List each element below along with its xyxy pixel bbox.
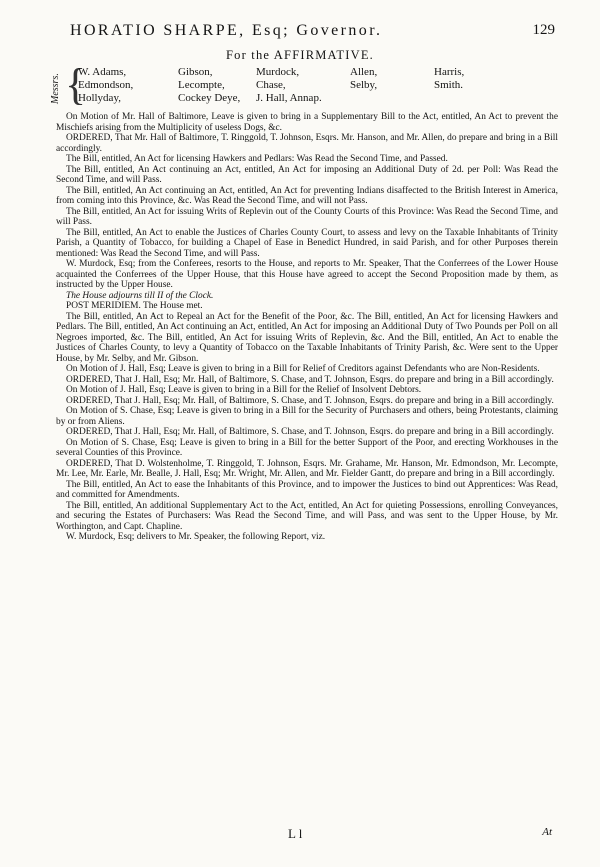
paragraph: ORDERED, That D. Wolstenholme, T. Ringgold, T. Johnson, Esqrs. Mr. Grahame, Mr. Hanson, Mr. Edmondson, Mr. Lecompte, Mr. Lee, Mr. Earle, Mr. Bealle, J. Hall, Esq; Mr. Wright, Mr. Allen, and Mr. Fielder Gantt, do prepare and bring in a Bill accordingly. xyxy=(56,458,558,479)
messrs-label: Messrs. xyxy=(50,73,61,104)
vote-name: Lecompte, xyxy=(178,79,225,91)
paragraph: On Motion of Mr. Hall of Baltimore, Leave is given to bring in a Supplementary Bill to the Act, entitled, An Act to prevent the Mischiefs arising from the Multiplicity of useless Dogs, &c. xyxy=(56,112,558,133)
paragraph: The Bill, entitled, An additional Supplementary Act to the Act, entitled, An Act for quieting Possessions, enrolling Conveyances, and securing the Estates of Purchasers: Was Read the Second Time, and will Pass, and was sent to the Upper House, by Mr. Worthington, and Capt. Chapline. xyxy=(56,500,558,532)
paragraph: The Bill, entitled, An Act to ease the Inhabitants of this Province, and to impower the Justices to bind out Apprentices: Was Read, and committed for Amendments. xyxy=(56,479,558,500)
paragraph: The Bill, entitled, An Act to enable the Justices of Charles County Court, to assess and levy on the Taxable Inhabitants of Trinity Parish, a Quantity of Tobacco, for building a Chapel of Ease in Benedict Hundred, in said Parish, and for other Purposes therein mentioned: Was Read the Second Time, and will Pass. xyxy=(56,227,558,259)
catchword: At xyxy=(542,826,552,838)
paragraph: ORDERED, That J. Hall, Esq; Mr. Hall, of Baltimore, S. Chase, and T. Johnson, Esqrs. do prepare and bring in a Bill accordingly. xyxy=(66,427,554,437)
paragraph: ORDERED, That Mr. Hall of Baltimore, T. Ringgold, T. Johnson, Esqrs. Mr. Hanson, and Mr. Allen, do prepare and bring in a Bill accordingly. xyxy=(56,133,558,154)
vote-name: Gibson, xyxy=(178,66,213,78)
paragraph: On Motion of J. Hall, Esq; Leave is given to bring in a Bill for the Relief of Insolvent Debtors. xyxy=(66,385,422,395)
paragraph: ORDERED, That J. Hall, Esq; Mr. Hall, of Baltimore, S. Chase, and T. Johnson, Esqrs. do prepare and bring in a Bill accordingly. xyxy=(66,374,554,385)
paragraph: The Bill, entitled, An Act to Repeal an Act for the Benefit of the Poor, &c. The Bill, entitled, An Act for licensing Hawkers and Pedlars. The Bill, entitled, An Act continuing an Act, entitled, An Act for imposing an Additional Duty of Two Pounds per Poll on all Negroes imported, &c. The Bill, entitled, An Act for issuing Writs of Replevin, &c. And the Bill, entitled, An Act to enable the Justices of Charles County, to levy a Quantity of Tobacco on the Taxable Inhabitants of Trinity Parish, &c. Were sent to the Upper House, by Mr. Selby, and Mr. Gibson. xyxy=(56,311,558,364)
running-header xyxy=(60,22,555,42)
vote-heading: For the AFFIRMATIVE. xyxy=(226,48,374,62)
paragraph: W. Murdock, Esq; delivers to Mr. Speaker, the following Report, viz. xyxy=(66,532,326,542)
proceedings-text xyxy=(56,112,558,543)
vote-name: Murdock, xyxy=(256,66,300,78)
vote-name-column xyxy=(78,66,133,105)
paragraph: The Bill, entitled, An Act continuing an Act, entitled, An Act for preventing Indians disaffected to the British Interest in America, from coming into this Province, &c. Was Read the Second Time, and will not Pass. xyxy=(56,185,558,206)
vote-name: J. Hall, Annap. xyxy=(256,92,322,104)
vote-name: Selby, xyxy=(350,79,378,91)
paragraph: The House adjourns till II of the Clock. xyxy=(66,290,214,301)
vote-name: Cockey Deye, xyxy=(178,92,241,104)
vote-name: Harris, xyxy=(434,66,465,78)
vote-name-column xyxy=(256,66,322,105)
paragraph: The Bill, entitled, An Act for issuing Writs of Replevin out of the County Courts of this Province: Was Read the Second Time, and will Pass. xyxy=(56,206,558,227)
vote-name-column xyxy=(350,66,377,92)
vote-name-column xyxy=(434,66,464,92)
vote-name: Chase, xyxy=(256,79,286,91)
vote-name: Edmondson, xyxy=(78,79,134,91)
vote-name: Allen, xyxy=(350,66,378,78)
paragraph: The Bill, entitled, An Act continuing an Act, entitled, An Act for imposing an Additional Duty of 2d. per Poll: Was Read the Second Time, and will Pass. xyxy=(56,164,558,185)
vote-name-column xyxy=(178,66,240,105)
vote-name: Smith. xyxy=(434,79,464,91)
running-title: HORATIO SHARPE, Esq; Governor. xyxy=(70,22,383,39)
brace-glyph: { xyxy=(65,60,87,109)
paragraph: ORDERED, That J. Hall, Esq; Mr. Hall, of Baltimore, S. Chase, and T. Johnson, Esqrs. do prepare and bring in a Bill accordingly. xyxy=(66,395,554,406)
page-number: 129 xyxy=(532,22,555,38)
paragraph: W. Murdock, Esq; from the Conferees, resorts to the House, and reports to Mr. Speaker, That the Conferrees of the Lower House acquainted the Conferrees of the Upper House, that this House have agreed to accept the Second Proposition made by them, as instructed by the Upper House. xyxy=(56,259,558,290)
signature-mark: L l xyxy=(288,826,303,841)
paragraph: On Motion of J. Hall, Esq; Leave is given to bring in a Bill for Relief of Creditors against Defendants who are Non-Residents. xyxy=(66,364,540,374)
paragraph: On Motion of S. Chase, Esq; Leave is given to bring in a Bill for the better Support of the Poor, and erecting Workhouses in the several Counties of this Province. xyxy=(56,437,558,458)
paragraph: The Bill, entitled, An Act for licensing Hawkers and Pedlars: Was Read the Second Time, and Passed. xyxy=(66,154,448,164)
vote-name: Hollyday, xyxy=(78,92,121,104)
vote-name: W. Adams, xyxy=(78,66,127,78)
page-footer xyxy=(0,826,600,846)
paragraph: POST MERIDIEM. The House met. xyxy=(66,301,203,311)
paragraph: On Motion of S. Chase, Esq; Leave is given to bring in a Bill for the Security of Purchasers and others, being Protestants, claiming by or from Aliens. xyxy=(56,406,558,427)
